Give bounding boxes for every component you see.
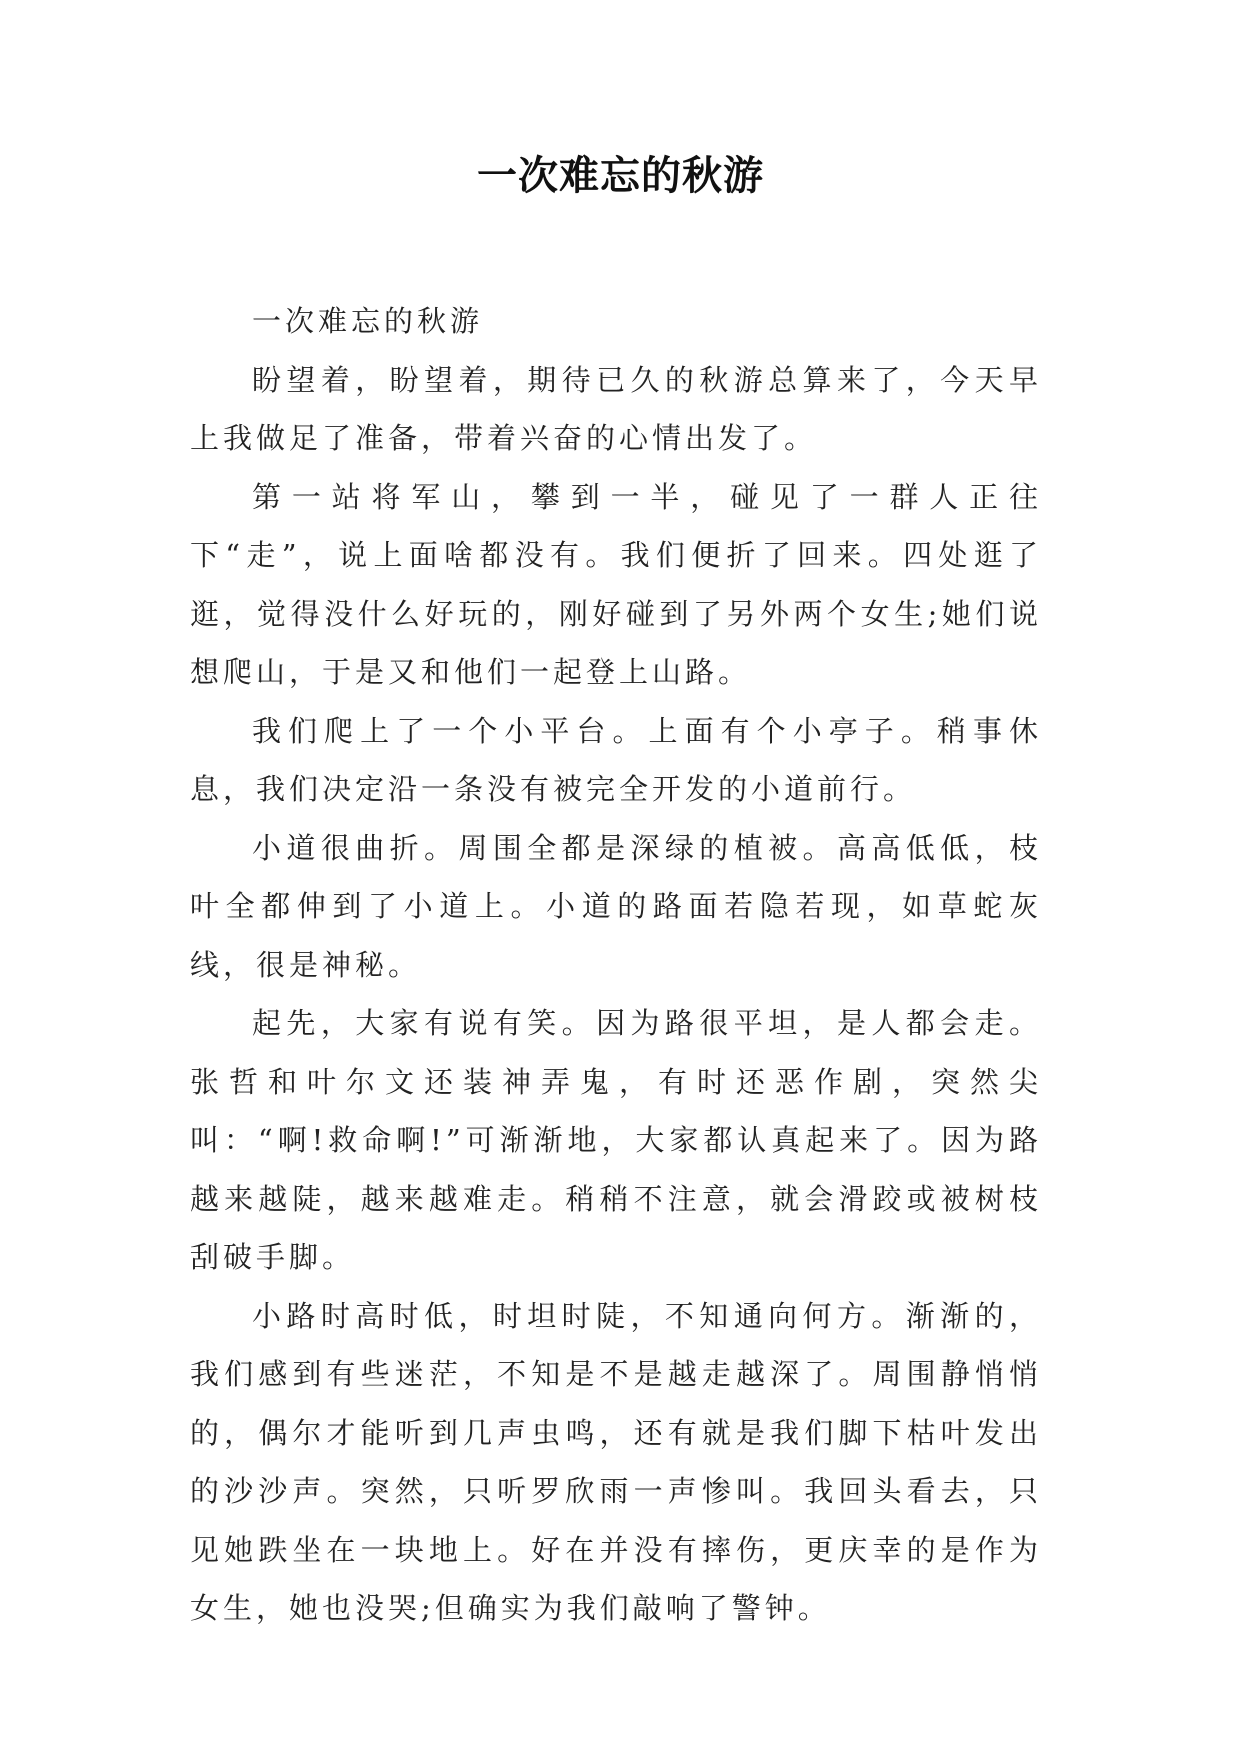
paragraph: 盼望着，盼望着，期待已久的秋游总算来了，今天早上我做足了准备，带着兴奋的心情出发了。 bbox=[190, 362, 1042, 455]
document-title: 一次难忘的秋游 bbox=[477, 152, 764, 199]
paragraph: 小路时高时低，时坦时陡，不知通向何方。渐渐的，我们感到有些迷茫，不知是不是越走越深了。周围静悄悄的，偶尔才能听到几声虫鸣，还有就是我们脚下枯叶发出的沙沙声。突然，只听罗欣雨一声惨叫。我回头看去，只见她跌坐在一块地上。好在并没有摔伤，更庆幸的是作为女生，她也没哭;但确实为我们敲响了警钟。 bbox=[190, 1298, 1042, 1625]
paragraph-subtitle: 一次难忘的秋游 bbox=[252, 304, 484, 338]
paragraph: 第一站将军山，攀到一半，碰见了一群人正往下“走”，说上面啥都没有。我们便折了回来。四处逛了逛，觉得没什么好玩的，刚好碰到了另外两个女生;她们说想爬山，于是又和他们一起登上山路。 bbox=[190, 479, 1042, 689]
paragraph: 小道很曲折。周围全都是深绿的植被。高高低低，枝叶全都伸到了小道上。小道的路面若隐若现，如草蛇灰线，很是神秘。 bbox=[190, 830, 1042, 982]
paragraph: 起先，大家有说有笑。因为路很平坦，是人都会走。张哲和叶尔文还装神弄鬼，有时还恶作剧，突然尖叫：“啊!救命啊!”可渐渐地，大家都认真起来了。因为路越来越陡，越来越难走。稍稍不注意，就会滑跤或被树枝刮破手脚。 bbox=[190, 1006, 1042, 1274]
paragraph: 我们爬上了一个小平台。上面有个小亭子。稍事休息，我们决定沿一条没有被完全开发的小道前行。 bbox=[190, 713, 1042, 806]
document-body bbox=[190, 292, 1042, 1638]
